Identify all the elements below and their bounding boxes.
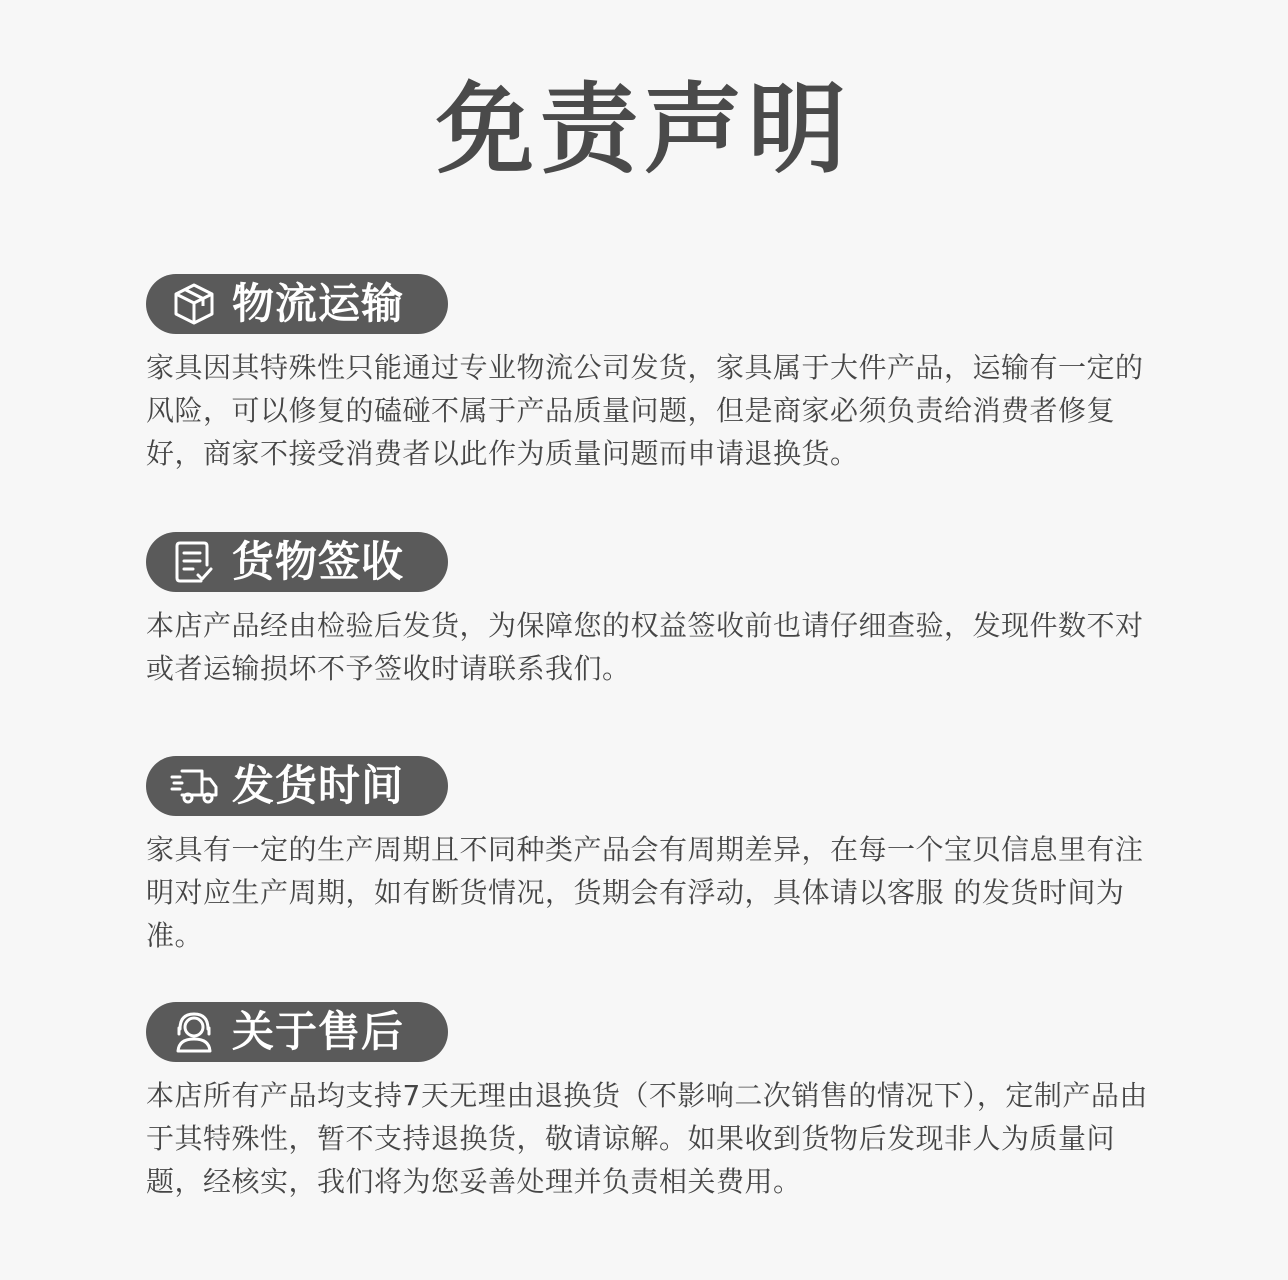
package-box-icon — [170, 280, 218, 328]
section-heading-label: 发货时间 — [232, 761, 405, 810]
customer-service-icon — [170, 1008, 218, 1056]
section-heading-label: 物流运输 — [232, 279, 405, 328]
section-body-text: 家具有一定的生产周期且不同种类产品会有周期差异，在每一个宝贝信息里有注明对应生产周期，如有断货情况，货期会有浮动，具体请以客服 的发货时间为准。 — [146, 833, 1144, 952]
document-check-icon — [170, 538, 218, 586]
section-heading-label: 货物签收 — [232, 537, 405, 586]
section-heading-pill — [146, 756, 448, 816]
section-body-text: 本店产品经由检验后发货，为保障您的权益签收前也请仔细查验，发现件数不对或者运输损坏不予签收时请联系我们。 — [146, 609, 1144, 685]
section-body-text: 本店所有产品均支持7天无理由退换货（不影响二次销售的情况下），定制产品由于其特殊性，暂不支持退换货，敬请谅解。如果收到货物后发现非人为质量问题，经核实，我们将为您妥善处理并负责相关费用。 — [146, 1079, 1148, 1198]
section-body-text: 家具因其特殊性只能通过专业物流公司发货，家具属于大件产品，运输有一定的风险，可以修复的磕碰不属于产品质量问题，但是商家必须负责给消费者修复好，商家不接受消费者以此作为质量问题而申请退换货。 — [146, 351, 1144, 470]
section-heading-pill — [146, 1002, 448, 1062]
section-shipping-time — [146, 756, 1166, 957]
page-title: 免责声明 — [435, 73, 852, 187]
section-heading-label: 关于售后 — [232, 1007, 405, 1056]
section-heading-pill — [146, 532, 448, 592]
section-after-sales — [146, 1002, 1166, 1203]
section-receipt — [146, 532, 1166, 690]
delivery-truck-icon — [170, 762, 218, 810]
section-logistics — [146, 274, 1166, 475]
section-heading-pill — [146, 274, 448, 334]
